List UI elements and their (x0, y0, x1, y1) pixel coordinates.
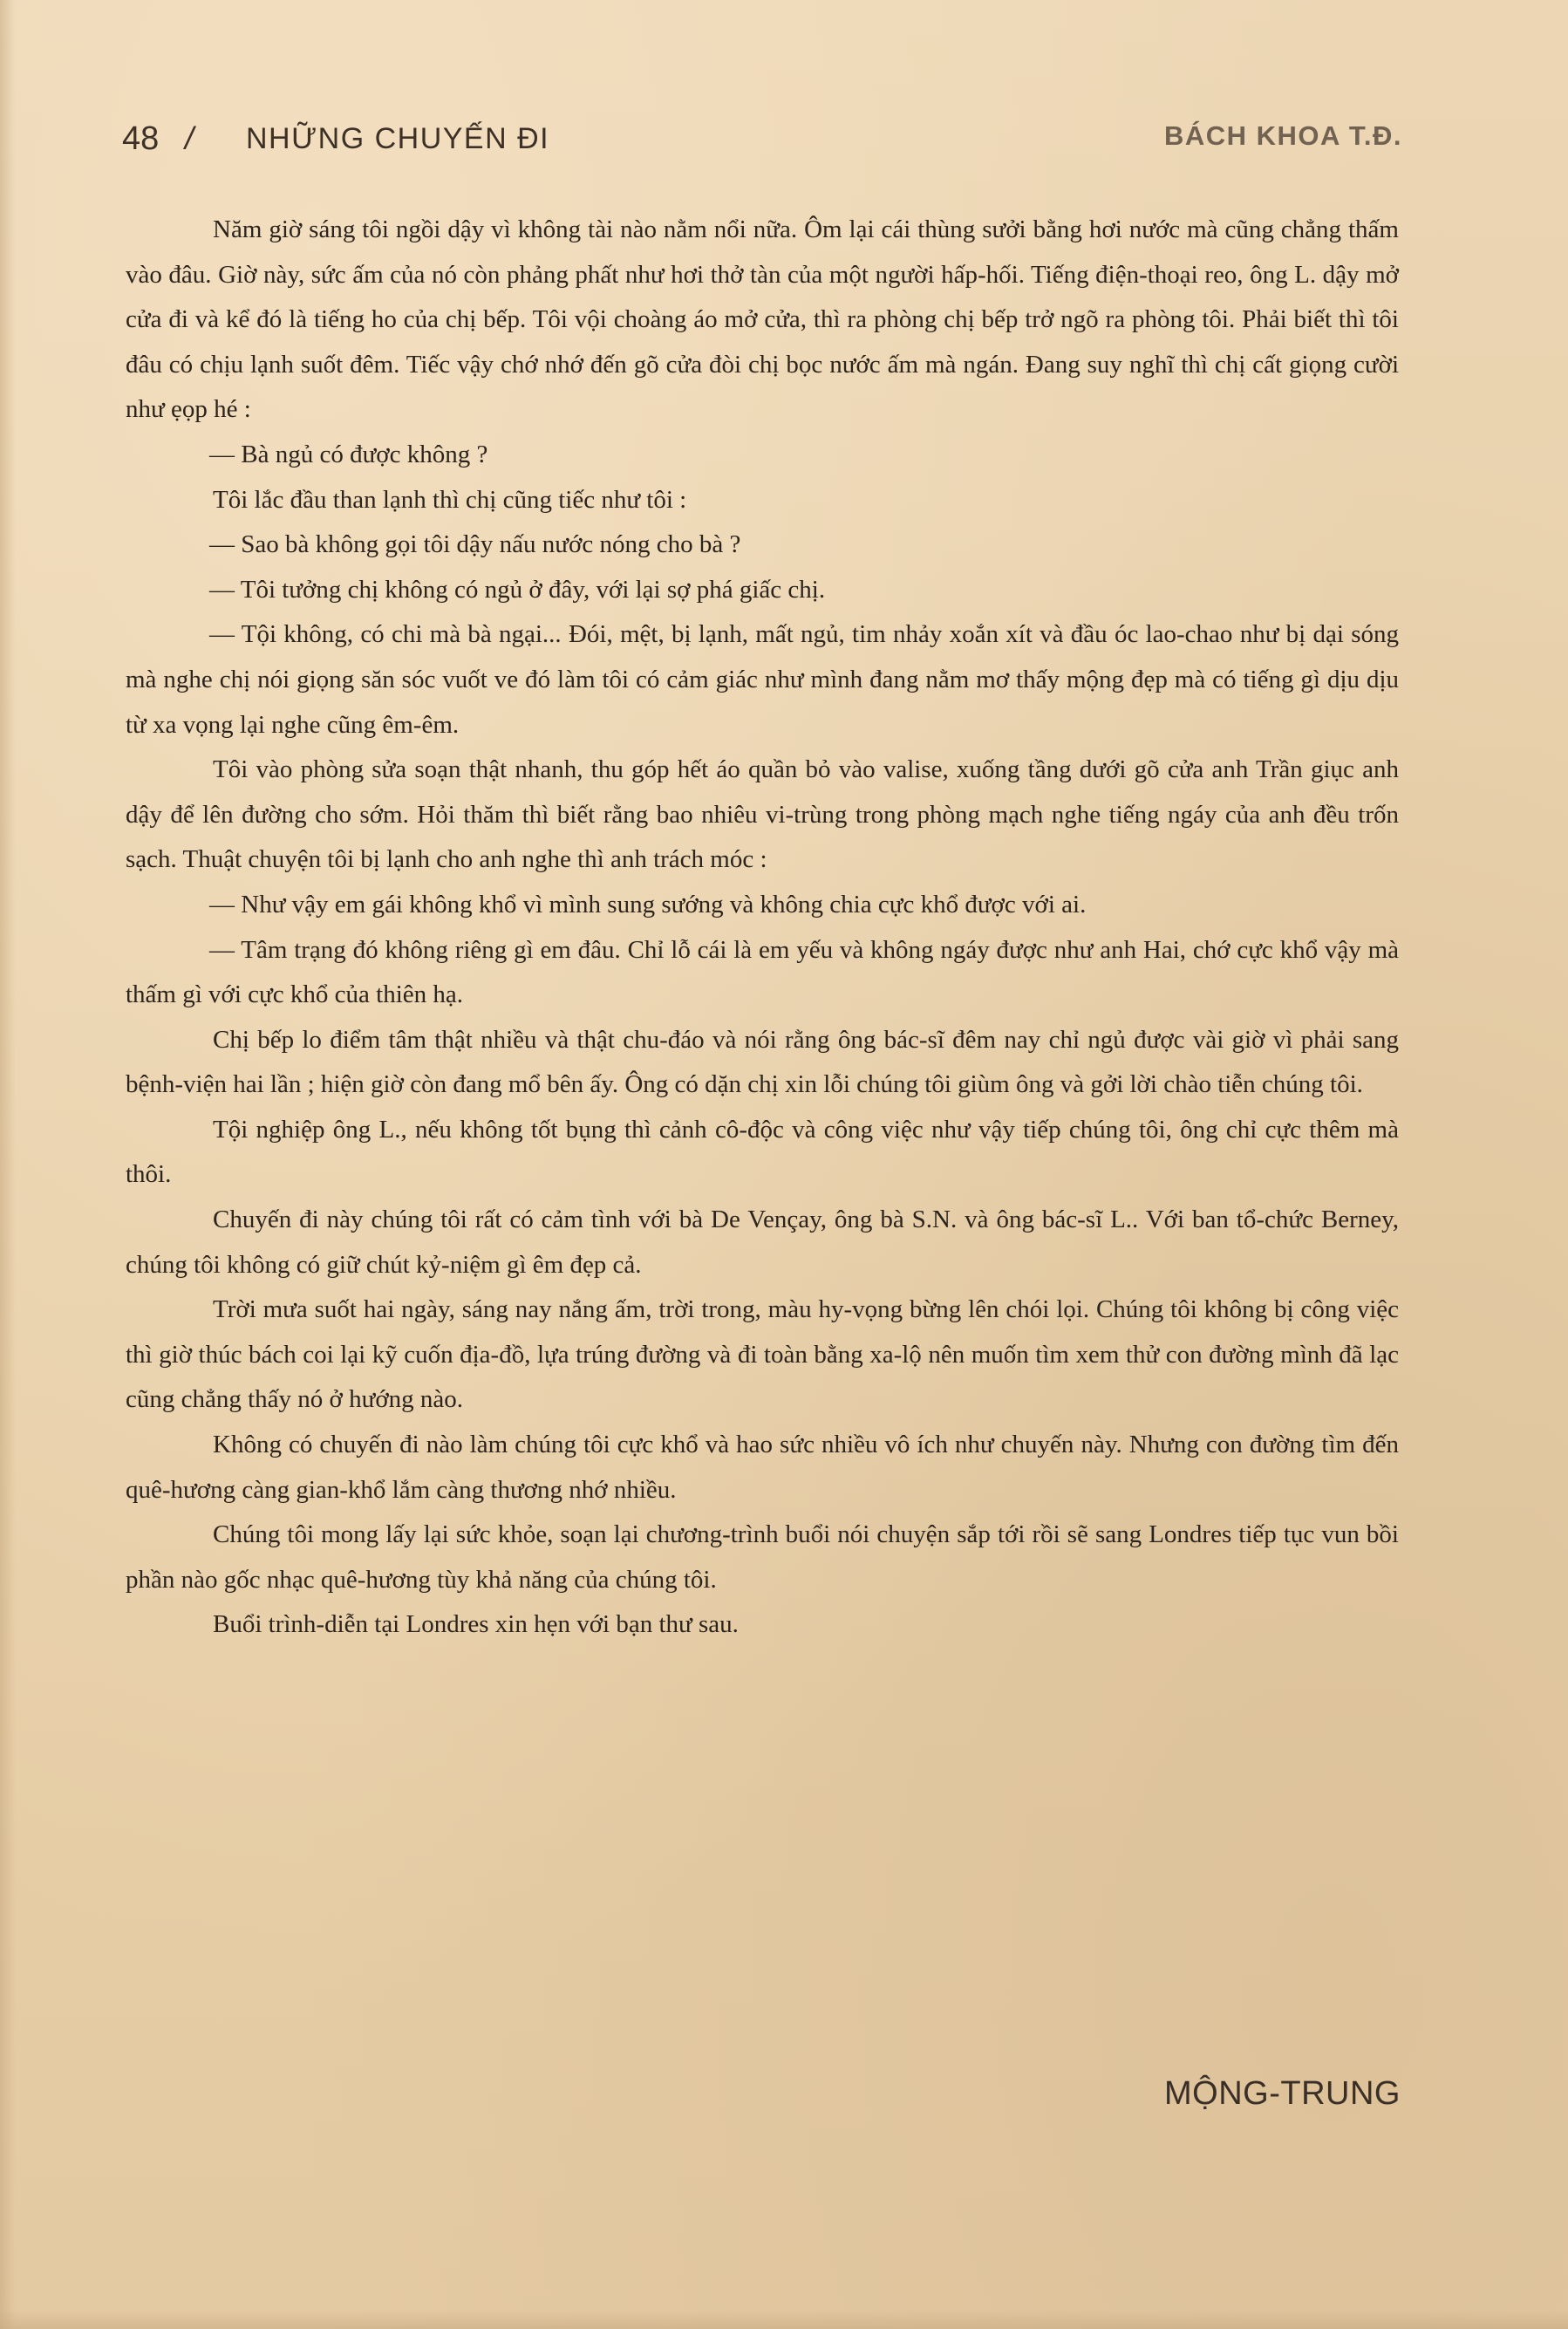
paragraph: Trời mưa suốt hai ngày, sáng nay nắng ấm, trời trong, màu hy-vọng bừng lên chói lọi. Chúng tôi không bị công việc thì giờ thúc bách coi lại kỹ cuốn địa-đồ, lựa trúng đường và đi toàn bằng xa-lộ nên muốn tìm xem thử con đường mình đã lạc cũng chẳng thấy nó ở hướng nào. (126, 1295, 1399, 1414)
dialogue-line: — Tâm trạng đó không riêng gì em đâu. Chỉ lỗ cái là em yếu và không ngáy được như anh Hai, chớ cực khổ vậy mà thấm gì với cực khổ của thiên hạ. (126, 935, 1399, 1009)
page-bottom-shadow (0, 2310, 1568, 2329)
header-separator: / (185, 120, 194, 156)
paragraph: Năm giờ sáng tôi ngồi dậy vì không tài nào nằm nổi nữa. Ôm lại cái thùng sưởi bằng hơi nước mà cũng chẳng thấm vào đâu. Giờ này, sức ấm của nó còn phảng phất như hơi thở tàn của một người hấp-hối. Tiếng điện-thoại reo, ông L. dậy mở cửa đi và kể đó là tiếng ho của chị bếp. Tôi vội choàng áo mở cửa, thì ra phòng chị bếp trở ngõ ra phòng tôi. Phải biết thì tôi đâu có chịu lạnh suốt đêm. Tiếc vậy chớ nhớ đến gõ cửa đòi chị bọc nước ấm mà ngán. Đang suy nghĩ thì chị cất giọng cười như ẹọp hé : (126, 215, 1399, 424)
paragraph: Buổi trình-diễn tại Londres xin hẹn với bạn thư sau. (213, 1610, 739, 1639)
article-body (126, 208, 1399, 1648)
paragraph: Tôi vào phòng sửa soạn thật nhanh, thu góp hết áo quần bỏ vào valise, xuống tầng dưới gõ cửa anh Trần giục anh dậy để lên đường cho sớm. Hỏi thăm thì biết rằng bao nhiêu vi-trùng trong phòng mạch nghe tiếng ngáy của anh đều trốn sạch. Thuật chuyện tôi bị lạnh cho anh nghe thì anh trách móc : (126, 755, 1399, 874)
dialogue-line: — Tôi tưởng chị không có ngủ ở đây, với lại sợ phá giấc chị. (209, 575, 826, 604)
page-number: 48 (122, 120, 160, 157)
paragraph: Chị bếp lo điểm tâm thật nhiều và thật chu-đáo và nói rằng ông bác-sĩ đêm nay chỉ ngủ được vài giờ vì phải sang bệnh-viện hai lần ; hiện giờ còn đang mổ bên ấy. Ông có dặn chị xin lỗi chúng tôi giùm ông và gởi lời chào tiễn chúng tôi. (126, 1025, 1399, 1099)
paragraph: Không có chuyến đi nào làm chúng tôi cực khổ và hao sức nhiều vô ích như chuyến này. Nhưng con đường tìm đến quê-hương càng gian-khổ lắm càng thương nhớ nhiều. (126, 1431, 1399, 1504)
author-signature: MỘNG-TRUNG (1164, 2075, 1401, 2112)
paragraph: Chuyến đi này chúng tôi rất có cảm tình với bà De Vençay, ông bà S.N. và ông bác-sĩ L.. Với ban tổ-chức Berney, chúng tôi không có giữ chút kỷ-niệm gì êm đẹp cả. (126, 1205, 1399, 1279)
dialogue-line: — Tội không, có chi mà bà ngại... Đói, mệt, bị lạnh, mất ngủ, tim nhảy xoắn xít và đầu óc lao-chao như bị dại sóng mà nghe chị nói giọng săn sóc vuốt ve đó làm tôi có cảm giác như mình đang nằm mơ thấy mộng đẹp mà có tiếng gì dịu dịu từ xa vọng lại nghe cũng êm-êm. (126, 620, 1399, 739)
dialogue-line: — Sao bà không gọi tôi dậy nấu nước nóng cho bà ? (209, 530, 741, 559)
section-title: NHỮNG CHUYẾN ĐI (246, 122, 550, 155)
dialogue-line: — Như vậy em gái không khổ vì mình sung sướng và không chia cực khổ được với ai. (209, 890, 1087, 919)
running-header (122, 120, 1402, 164)
page-edge-shadow (0, 0, 16, 2329)
paragraph: Tôi lắc đầu than lạnh thì chị cũng tiếc như tôi : (213, 485, 687, 514)
publication-name: BÁCH KHOA T.Đ. (1163, 120, 1402, 151)
paragraph: Chúng tôi mong lấy lại sức khỏe, soạn lại chương-trình buổi nói chuyện sắp tới rồi sẽ sang Londres tiếp tục vun bồi phần nào gốc nhạc quê-hương tùy khả năng của chúng tôi. (126, 1520, 1399, 1594)
paragraph: Tội nghiệp ông L., nếu không tốt bụng thì cảnh cô-độc và công việc như vậy tiếp chúng tôi, ông chỉ cực thêm mà thôi. (126, 1115, 1399, 1189)
dialogue-line: — Bà ngủ có được không ? (209, 440, 488, 468)
